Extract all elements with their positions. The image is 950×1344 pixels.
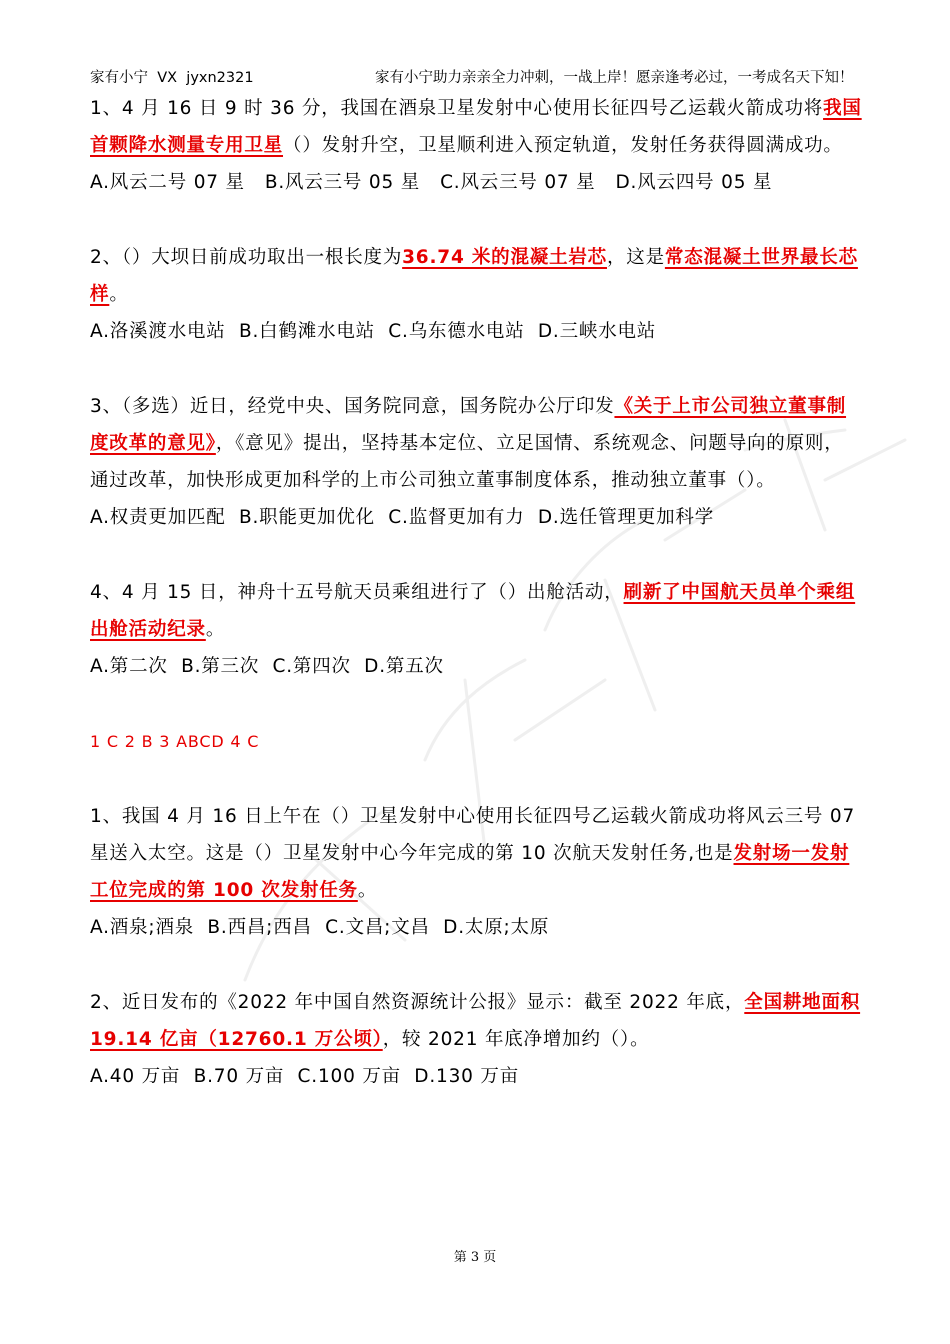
spacer [90,536,862,574]
highlight: 常态混凝土世界最长芯样 [90,247,858,305]
highlight: 刷新了中国航天员单个乘组出舱活动纪录 [90,582,856,640]
header-contact: 家有小宁 VX jyxn2321 [90,70,254,86]
highlight: 发射场一发射工位完成的第 100 次发射任务 [90,843,850,901]
page-number: 第 3 页 [453,1250,497,1265]
question-4-options: A.第二次 B.第三次 C.第四次 D.第五次 [90,656,444,677]
spacer [90,201,862,239]
page-header [90,66,860,90]
question-text: ，这是 [606,247,665,268]
question-6-options: A.40 万亩 B.70 万亩 C.100 万亩 D.130 万亩 [90,1066,520,1087]
question-5-options: A.酒泉;酒泉 B.西昌;西昌 C.文昌;文昌 D.太原;太原 [90,917,550,938]
question-5 [90,798,862,909]
spacer [90,760,862,798]
spacer [90,350,862,388]
question-text: 2、近日发布的《2022 年中国自然资源统计公报》显示：截至 2022 年底， [90,992,745,1013]
question-text: 1、我国 4 月 16 日上午在（）卫星发射中心使用长征四号乙运载火箭成功将风云三号 07 星送入太空。这是（）卫星发射中心今年完成的第 10 次航天发射任务,也是 [90,806,856,864]
question-6 [90,984,862,1058]
spacer [90,946,862,984]
question-text: 4、4 月 15 日，神舟十五号航天员乘组进行了（）出舱活动， [90,582,624,603]
question-2 [90,239,862,313]
question-text: 。 [109,284,129,305]
question-text: ，较 2021 年底净增加约（）。 [382,1029,650,1050]
question-3-options: A.权责更加匹配 B.职能更加优化 C.监督更加有力 D.选任管理更加科学 [90,507,714,528]
question-3 [90,388,862,499]
highlight: 36.74 米的混凝土岩芯 [402,247,607,268]
spacer [90,685,862,723]
answer-key: 1 C 2 B 3 ABCD 4 C [90,732,260,751]
question-text: 。 [357,880,378,901]
question-4 [90,574,862,648]
highlight: 全国耕地面积 19.14 亿亩（12760.1 万公顷） [90,992,861,1050]
question-text: 1、4 月 16 日 9 时 36 分，我国在酒泉卫星发射中心使用长征四号乙运载火箭成功将 [90,98,824,119]
question-text: 2、（）大坝日前成功取出一根长度为 [90,247,403,268]
header-slogan: 家有小宁助力亲亲全力冲刺，一战上岸！愿亲逢考必过，一考成名天下知！ [375,70,854,86]
question-2-options: A.洛溪渡水电站 B.白鹤滩水电站 C.乌东德水电站 D.三峡水电站 [90,321,657,342]
highlight: 我国首颗降水测量专用卫星 [90,98,862,156]
question-text: （）发射升空，卫星顺利进入预定轨道，发射任务获得圆满成功。 [283,135,843,156]
highlight: 《关于上市公司独立董事制度改革的意见》 [90,396,847,454]
question-text: ，《意见》提出，坚持基本定位、立足国情、系统观念、问题导向的原则，通过改革，加快形成更加科学的上市公司独立董事制度体系，推动独立董事（）。 [90,433,844,491]
question-1 [90,90,862,164]
question-1-options: A.风云二号 07 星 B.风云三号 05 星 C.风云三号 07 星 D.风云四号 05 星 [90,172,773,193]
question-text: 。 [205,619,226,640]
question-text: 3、（多选）近日，经党中央、国务院同意，国务院办公厅印发 [90,396,615,417]
page-content [90,90,862,1095]
